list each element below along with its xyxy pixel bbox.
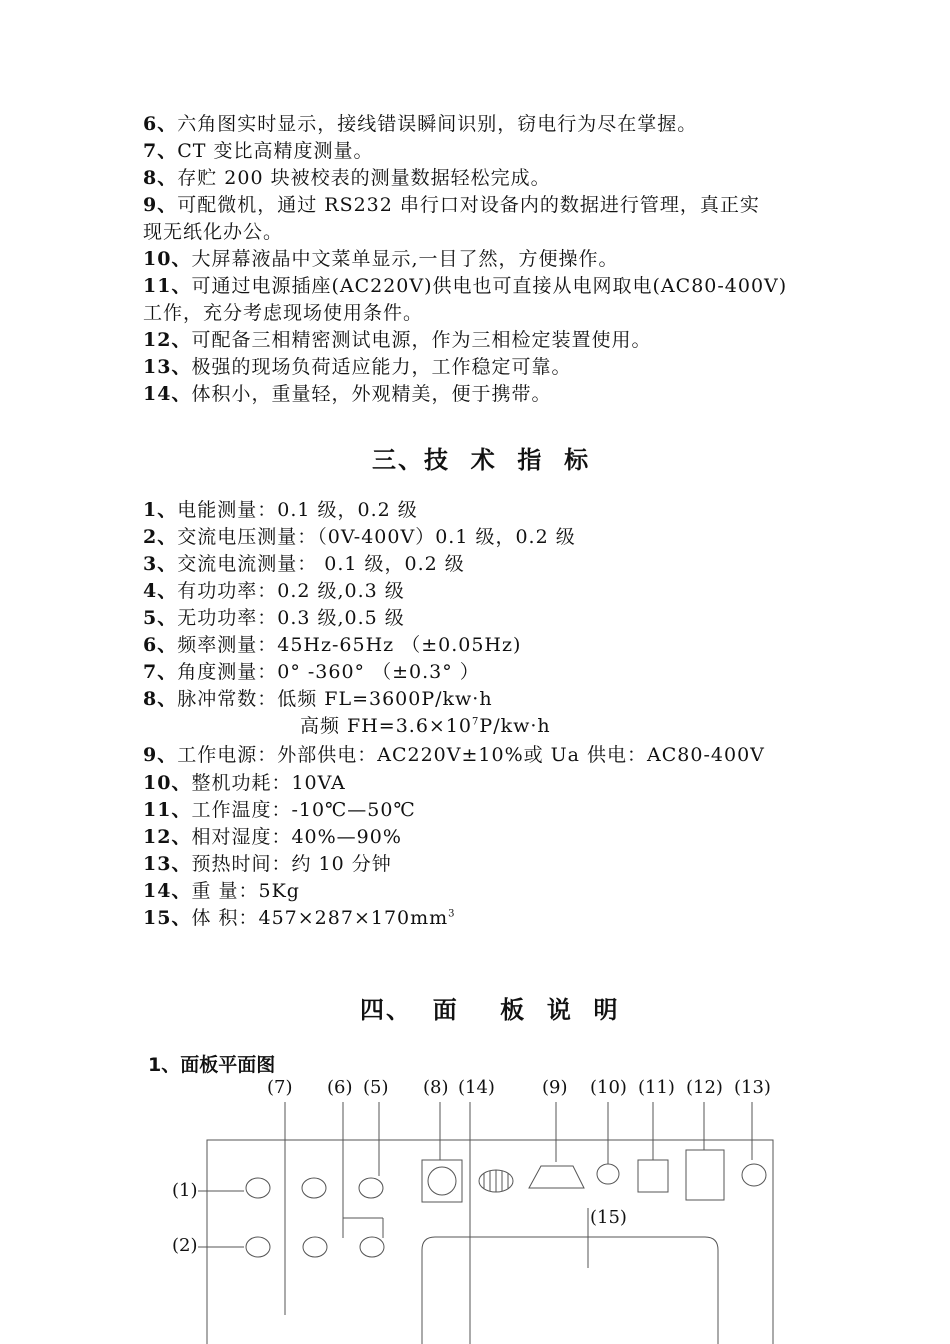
label-9: (9) (542, 1077, 568, 1098)
spec-line: 15、体 积：$457\times 287\times 170mm^3$ (143, 907, 456, 929)
label-14: (14) (458, 1077, 495, 1098)
feature-line: 7、CT 变比高精度测量。 (143, 140, 374, 162)
feature-line: 9、可配微机，通过 RS232 串行口对设备内的数据进行管理，真正实 (143, 194, 760, 216)
button-13 (742, 1164, 766, 1186)
lcd-screen (422, 1237, 718, 1344)
terminal-1c (359, 1178, 383, 1198)
spec-line: 8、脉冲常数：低频 FL=3600P/kw·h (143, 688, 493, 710)
feature-line: 14、体积小，重量轻，外观精美，便于携带。 (143, 383, 552, 405)
spec-line: 11、工作温度：-10℃—50℃ (143, 799, 416, 821)
label-15: (15) (590, 1207, 627, 1228)
label-6: (6) (327, 1077, 353, 1098)
spec-line-continuation: 高频 $FH=3.6\times 10^7P/kw\cdot h$ (300, 715, 551, 737)
terminal-1b (302, 1178, 326, 1198)
spec-line: 2、交流电压测量：（0V-400V）0.1 级，0.2 级 (143, 526, 576, 548)
spec-line: 3、交流电流测量： 0.1 级，0.2 级 (143, 553, 465, 575)
spec-line: 13、预热时间：约 10 分钟 (143, 853, 392, 875)
terminal-2c (360, 1237, 384, 1257)
section-title-panel: 四、 面 板 说 明 (360, 996, 620, 1024)
power-socket-12 (686, 1150, 724, 1200)
label-12: (12) (686, 1077, 723, 1098)
terminal-2b (303, 1237, 327, 1257)
feature-line: 10、大屏幕液晶中文菜单显示,一目了然，方便操作。 (143, 248, 619, 270)
connector-9 (529, 1166, 584, 1188)
feature-line: 13、极强的现场负荷适应能力，工作稳定可靠。 (143, 356, 572, 378)
fuse-11 (638, 1160, 668, 1192)
spec-line: 9、工作电源：外部供电：AC220V±10%或 Ua 供电：AC80-400V (143, 744, 765, 766)
spec-line: 6、频率测量：45Hz-65Hz （±0.05Hz) (143, 634, 522, 656)
switch-10 (597, 1164, 619, 1184)
spec-line: 10、整机功耗：10VA (143, 772, 346, 794)
label-11: (11) (638, 1077, 675, 1098)
subsection-title: 1、面板平面图 (148, 1054, 276, 1076)
spec-line: 5、无功功率：0.3 级,0.5 级 (143, 607, 405, 629)
terminal-2a (246, 1237, 270, 1257)
label-7: (7) (267, 1077, 293, 1098)
feature-line: 11、可通过电源插座(AC220V)供电也可直接从电网取电(AC80-400V) (143, 275, 788, 297)
feature-line: 工作，充分考虑现场使用条件。 (143, 302, 424, 324)
label-1: (1) (172, 1180, 198, 1201)
section-title-specs: 三、技 术 指 标 (372, 446, 591, 474)
label-13: (13) (734, 1077, 771, 1098)
spec-line: 4、有功功率：0.2 级,0.3 级 (143, 580, 405, 602)
feature-line: 6、六角图实时显示，接线错误瞬间识别，窃电行为尽在掌握。 (143, 113, 698, 135)
feature-line: 12、可配备三相精密测试电源，作为三相检定装置使用。 (143, 329, 652, 351)
label-10: (10) (590, 1077, 627, 1098)
label-8: (8) (423, 1077, 449, 1098)
label-2: (2) (172, 1235, 198, 1256)
feature-line: 8、存贮 200 块被校表的测量数据轻松完成。 (143, 167, 551, 189)
spec-line: 12、相对湿度：40%—90% (143, 826, 402, 848)
terminal-1a (246, 1178, 270, 1198)
feature-line: 现无纸化办公。 (143, 221, 284, 243)
label-5: (5) (363, 1077, 389, 1098)
spec-line: 7、角度测量：0° -360° （±0.3° ） (143, 661, 480, 683)
spec-line: 1、电能测量：0.1 级，0.2 级 (143, 499, 418, 521)
spec-line: 14、重 量：5Kg (143, 880, 300, 902)
